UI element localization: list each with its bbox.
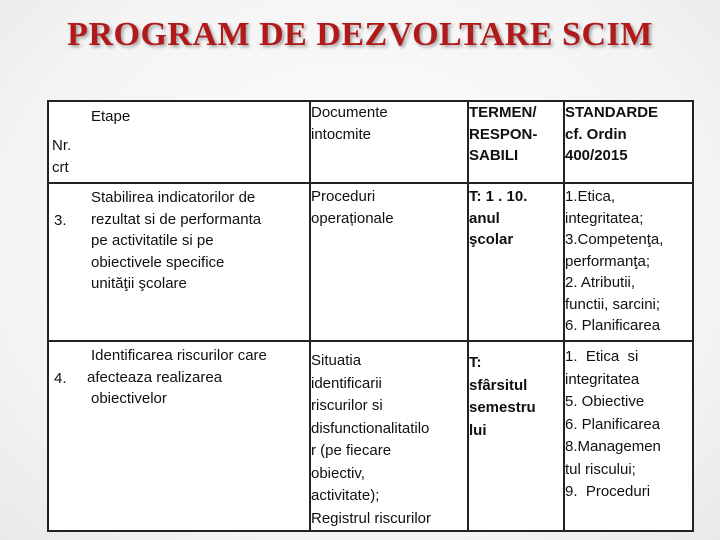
row-number: 4. (54, 370, 67, 387)
row-standarde-cell (564, 183, 693, 341)
header-standarde-line: STANDARDE (565, 104, 659, 121)
header-termen-cell (468, 101, 564, 183)
termen-line: lui (469, 421, 487, 439)
program-table (47, 100, 694, 532)
documente-line: obiectiv, (311, 464, 365, 482)
table-row (48, 183, 693, 341)
standarde-line: 8.Managemen (565, 438, 661, 455)
standarde-line: 5. Obiective (565, 393, 645, 410)
documente-line: Registrul riscurilor (311, 509, 432, 527)
header-termen-line: SABILI (469, 147, 519, 164)
etapa-line: rezultat si de performanta (91, 210, 262, 228)
etapa-line: obiectivelor (91, 390, 167, 407)
header-documente-line: intocmite (311, 125, 372, 143)
etapa-line: obiectivele specifice (91, 253, 225, 271)
termen-line: T: 1 . 10. (469, 188, 528, 205)
row-etapa-cell (48, 183, 310, 341)
header-etape-cell (48, 101, 310, 183)
header-standarde-cell (564, 101, 693, 183)
documente-line: operaționale (311, 209, 394, 227)
termen-line: sfârsitul (469, 376, 528, 394)
etapa-line: Stabilirea indicatorilor de (91, 189, 256, 206)
standarde-line: 9. Proceduri (565, 483, 651, 500)
row-standarde-cell (564, 341, 693, 531)
documente-line: disfunctionalitatilo (311, 419, 430, 437)
documente-line: Proceduri (311, 188, 376, 205)
standarde-line: functii, sarcini; (565, 295, 661, 313)
etapa-line: Identificarea riscurilor care (91, 347, 267, 364)
row-documente-cell (310, 183, 468, 341)
row-termen-cell (468, 183, 564, 341)
standarde-line: integritatea; (565, 209, 644, 227)
header-standarde-line: 400/2015 (565, 147, 628, 164)
slide-title: PROGRAM DE DEZVOLTARE SCIM (67, 16, 653, 53)
row-etapa-text (91, 187, 306, 295)
header-etape-label: Etape (91, 108, 131, 125)
header-documente-line: Documente (311, 104, 388, 121)
standarde-line: 1. Etica si (565, 348, 639, 365)
table-header-row (48, 101, 693, 183)
header-standarde-line: cf. Ordin (565, 125, 627, 143)
standarde-line: performanţa; (565, 252, 651, 270)
row-termen-cell (468, 341, 564, 531)
documente-line: identificarii (311, 374, 382, 392)
termen-line: şcolar (469, 231, 514, 248)
standarde-line: integritatea (565, 370, 640, 388)
header-nr-label: Nr. (52, 137, 72, 154)
row-documente-cell (310, 341, 468, 531)
header-termen-line: TERMEN/ (469, 104, 537, 121)
table-row (48, 341, 693, 531)
documente-line: riscurilor si (311, 397, 383, 414)
standarde-line: 6. Planificarea (565, 415, 661, 433)
documente-line: Situatia (311, 352, 362, 369)
termen-line: semestru (469, 399, 536, 416)
termen-line: T: (469, 354, 482, 371)
row-etapa-cell (48, 341, 310, 531)
standarde-line: tul riscului; (565, 460, 636, 478)
termen-line: anul (469, 209, 500, 227)
etapa-line: unităţii şcolare (91, 275, 187, 292)
row-number: 3. (54, 212, 67, 229)
header-nr-crt (52, 135, 71, 178)
etapa-line: afecteaza realizarea (87, 368, 223, 386)
header-crt-label: crt (52, 158, 69, 176)
standarde-line: 1.Etica, (565, 188, 616, 205)
header-documente-cell (310, 101, 468, 183)
row-etapa-text (87, 345, 306, 410)
standarde-line: 6. Planificarea (565, 317, 661, 334)
standarde-line: 3.Competenţa, (565, 231, 664, 248)
standarde-line: 2. Atributii, (565, 274, 636, 291)
header-termen-line: RESPON- (469, 125, 538, 143)
etapa-line: pe activitatile si pe (91, 232, 214, 249)
documente-line: r (pe fiecare (311, 442, 392, 459)
documente-line: activitate); (311, 487, 380, 504)
